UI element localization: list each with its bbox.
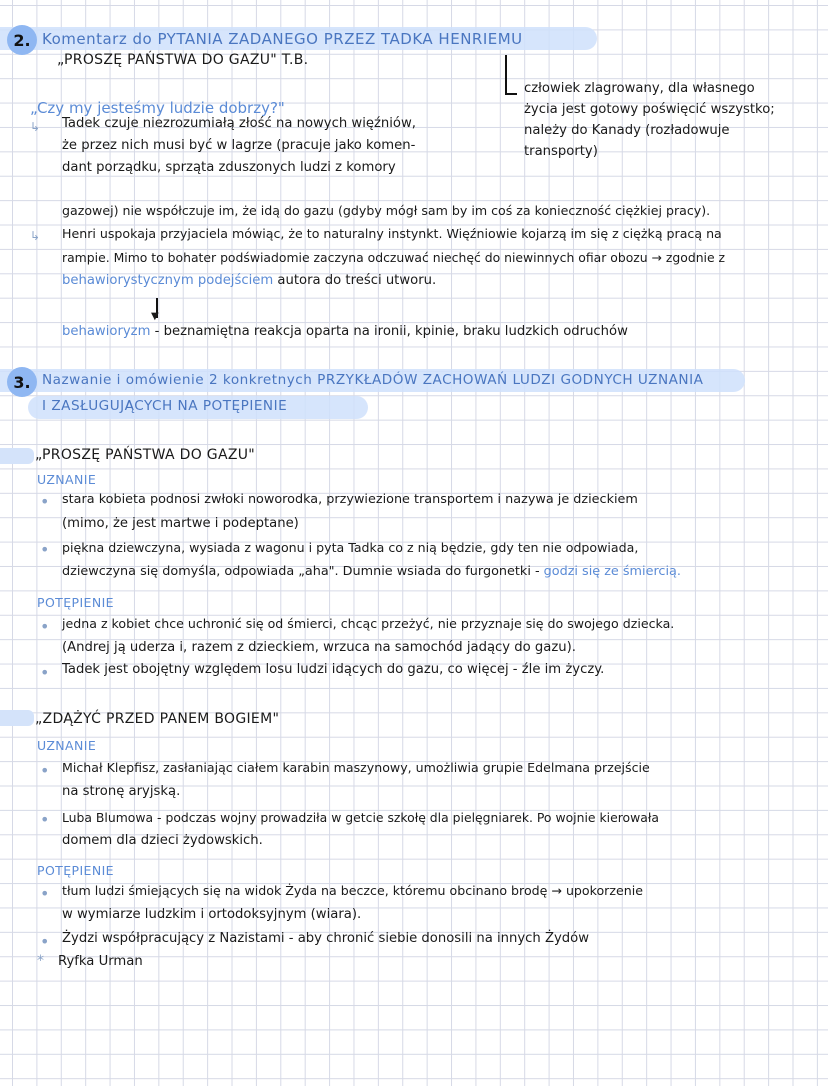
list-item-line: (mimo, że jest martwe i podeptane) — [62, 516, 299, 531]
question-quote: „Czy my jesteśmy ludzie dobrzy?" — [30, 99, 285, 117]
list-item-line: stara kobieta podnosi zwłoki noworodka, przywiezione transportem i nazywa je dzieckiem — [62, 492, 638, 507]
bullet-icon: • — [40, 810, 50, 829]
side-note-arrow-icon — [505, 55, 507, 95]
side-note-line: transporty) — [524, 144, 598, 159]
section-2-heading: Komentarz do PYTANIA ZADANEGO PRZEZ TADKA HENRIEMU — [42, 30, 523, 48]
bullet-icon: • — [40, 492, 50, 511]
paragraph-line: że przez nich musi być w lagrze (pracuje jako komen- — [62, 138, 416, 153]
list-item-line: Żydzi współpracujący z Nazistami - aby chronić siebie donosili na innych Żydów — [62, 931, 590, 946]
section-3-heading-line2: I ZASŁUGUJĄCYCH NA POTĘPIENIE — [42, 398, 288, 414]
paragraph-line: rampie. Mimo to bohater podświadomie zaczyna odczuwać niechęć do niewinnych ofiar obozu → zgodnie z — [62, 250, 726, 265]
list-item-line: na stronę aryjską. — [62, 784, 181, 799]
definition: behawioryzm - beznamiętna reakcja oparta na ironii, kpinie, braku ludzkich odruchów — [62, 324, 628, 339]
list-item-line: tłum ludzi śmiejących się na widok Żyda na beczce, któremu obcinano brodę → upokorzenie — [62, 883, 643, 898]
paragraph-line: Henri uspokaja przyjaciela mówiąc, że to naturalny instynkt. Więźniowie kojarzą im się z ciężką pracą na — [62, 226, 722, 241]
section-2-number-badge: 2. — [7, 25, 37, 55]
reply-arrow-icon: ↳ — [30, 229, 41, 243]
work-title: „ZDĄŻYĆ PRZED PANEM BOGIEM" — [35, 711, 280, 727]
subsection-marker — [0, 448, 34, 464]
list-item-line: jedna z kobiet chce uchronić się od śmierci, chcąc przeżyć, nie przyznaje się do swojego dziecka. — [62, 616, 675, 631]
list-item-line: domem dla dzieci żydowskich. — [62, 833, 263, 848]
list-item-line: Michał Klepfisz, zasłaniając ciałem karabin maszynowy, umożliwia grupie Edelmana przejście — [62, 760, 650, 775]
bullet-icon: • — [40, 884, 50, 903]
paragraph-line: dant porządku, sprząta zduszonych ludzi z komory — [62, 160, 396, 175]
paragraph-line: Tadek czuje niezrozumiałą złość na nowych więźniów, — [62, 116, 416, 131]
bullet-icon: • — [40, 540, 50, 559]
condemnation-label: POTĘPIENIE — [37, 863, 114, 878]
bullet-icon: • — [40, 617, 50, 636]
side-note-line: życia jest gotowy poświęcić wszystko; — [524, 102, 775, 117]
side-note-arrow-icon-h — [505, 93, 517, 95]
section-2-source-title: „PROSZĘ PAŃSTWA DO GAZU" T.B. — [57, 52, 309, 68]
paragraph-line-with-accent: behawiorystycznym podejściem autora do treści utworu. — [62, 273, 437, 288]
work-title: „PROSZĘ PAŃSTWA DO GAZU" — [35, 447, 256, 463]
list-item-line-with-accent: dziewczyna się domyśla, odpowiada „aha". Dumnie wsiada do furgonetki - godzi się ze śmiercią. — [62, 564, 681, 579]
reply-arrow-icon: ↳ — [30, 120, 41, 134]
side-note-line: należy do Kanady (rozładowuje — [524, 123, 730, 138]
note-text: Ryfka Urman — [58, 954, 143, 969]
list-item-line: w wymiarze ludzkim i ortodoksyjnym (wiara). — [62, 907, 362, 922]
down-arrow-head: ▼ — [151, 311, 159, 322]
list-item-line: Tadek jest obojętny względem losu ludzi idących do gazu, co więcej - źle im życzy. — [62, 662, 605, 677]
definition-term: behawioryzm — [62, 324, 151, 339]
recognition-label: UZNANIE — [37, 738, 97, 753]
bullet-icon: • — [40, 761, 50, 780]
accent-phrase: behawiorystycznym podejściem — [62, 273, 274, 288]
asterisk-icon: * — [37, 953, 44, 969]
list-item-line: piękna dziewczyna, wysiada z wagonu i pyta Tadka co z nią będzie, gdy ten nie odpowiada, — [62, 540, 639, 555]
list-item-line: Luba Blumowa - podczas wojny prowadziła w getcie szkołę dla pielęgniarek. Po wojnie kierowała — [62, 810, 659, 825]
section-3-number-badge: 3. — [7, 367, 37, 397]
bullet-icon: • — [40, 663, 50, 682]
list-item-line: (Andrej ją uderza i, razem z dzieckiem, wrzuca na samochód jadący do gazu). — [62, 640, 576, 655]
recognition-label: UZNANIE — [37, 472, 97, 487]
paragraph-line: gazowej) nie współczuje im, że idą do gazu (gdyby mógł sam by im coś za konieczność ciężkiej pracy). — [62, 203, 711, 218]
bullet-icon: • — [40, 932, 50, 951]
section-3-heading-line1: Nazwanie i omówienie 2 konkretnych PRZYKŁADÓW ZACHOWAŃ LUDZI GODNYCH UZNANIA — [42, 372, 704, 388]
subsection-marker — [0, 710, 34, 726]
accent-phrase: godzi się ze śmiercią. — [543, 564, 681, 579]
condemnation-label: POTĘPIENIE — [37, 595, 114, 610]
side-note-line: człowiek zlagrowany, dla własnego — [524, 81, 755, 96]
